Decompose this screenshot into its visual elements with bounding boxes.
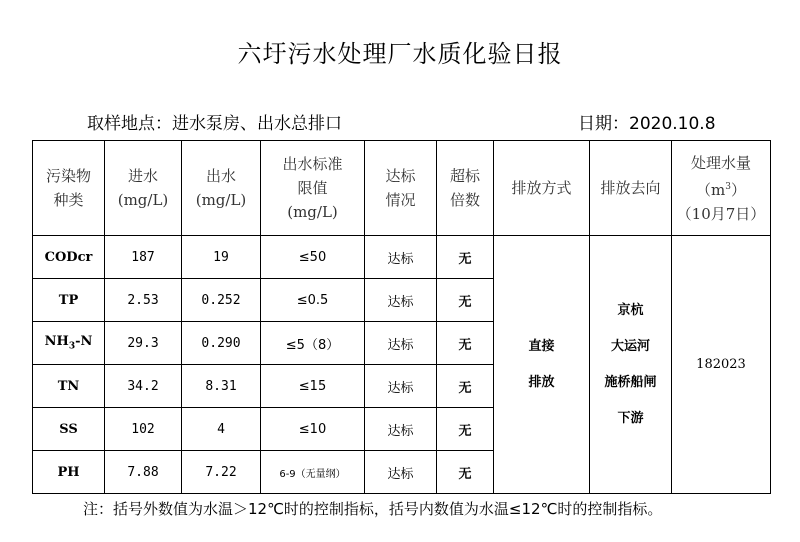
sampling-location: 取样地点：进水泵房、出水总排口: [87, 114, 342, 134]
outflow-value: 0.252: [182, 279, 261, 322]
exceed-multiple: 无: [437, 365, 494, 408]
header-exceed: [437, 141, 494, 236]
water-quality-table: [32, 140, 771, 494]
header-limit-line3: (mg/L): [287, 203, 338, 221]
header-compliance-line1: 达标: [385, 167, 416, 185]
discharge-method: [494, 236, 590, 494]
header-pollutant-line2: 种类: [53, 191, 84, 209]
compliance-status: 达标: [365, 451, 437, 494]
header-exceed-line2: 倍数: [449, 191, 480, 209]
pollutant-name: [33, 322, 105, 365]
pollutant-name-suffix: -N: [75, 334, 93, 350]
compliance-status: 达标: [365, 365, 437, 408]
pollutant-name: CODcr: [33, 236, 105, 279]
header-outflow: [182, 141, 261, 236]
inflow-value: 7.88: [105, 451, 182, 494]
inflow-value: 2.53: [105, 279, 182, 322]
header-compliance-line2: 情况: [385, 191, 416, 209]
header-inflow-line1: 进水: [127, 167, 158, 185]
discharge-dest-line2: 大运河: [610, 338, 650, 354]
pollutant-name: PH: [33, 451, 105, 494]
outflow-value: 7.22: [182, 451, 261, 494]
header-volume: [672, 141, 771, 236]
pollutant-name-base: NH: [44, 334, 69, 350]
discharge-dest-line1: 京杭: [617, 302, 644, 318]
discharge-method-line2: 排放: [528, 374, 555, 390]
header-pollutant: [33, 141, 105, 236]
pollutant-name-subscript: 3: [68, 341, 76, 352]
exceed-multiple: 无: [437, 236, 494, 279]
volume-unit-suffix: ）: [730, 180, 746, 199]
outflow-value: 0.290: [182, 322, 261, 365]
limit-value: 6-9（无量纲）: [261, 451, 365, 494]
exceed-multiple: 无: [437, 322, 494, 365]
inflow-value: 29.3: [105, 322, 182, 365]
pollutant-name: SS: [33, 408, 105, 451]
limit-value: ≤10: [261, 408, 365, 451]
header-outflow-line1: 出水: [205, 167, 236, 185]
header-limit: [261, 141, 365, 236]
exceed-multiple: 无: [437, 279, 494, 322]
compliance-status: 达标: [365, 236, 437, 279]
header-compliance: [365, 141, 437, 236]
header-volume-line1: 处理水量: [690, 153, 751, 172]
compliance-status: 达标: [365, 408, 437, 451]
treated-volume: 182023: [672, 236, 771, 494]
table-header-row: [33, 141, 771, 236]
limit-value: ≤0.5: [261, 279, 365, 322]
header-limit-line2: 限值: [297, 179, 328, 197]
limit-value: ≤15: [261, 365, 365, 408]
exceed-multiple: 无: [437, 408, 494, 451]
header-discharge-dest: 排放去向: [590, 141, 672, 236]
header-limit-line1: 出水标准: [282, 155, 343, 173]
header-exceed-line1: 超标: [449, 167, 480, 185]
outflow-value: 8.31: [182, 365, 261, 408]
discharge-dest-line3: 施桥船闸: [604, 374, 657, 390]
discharge-dest-line4: 下游: [617, 410, 644, 426]
discharge-method-line1: 直接: [528, 338, 555, 354]
header-inflow: [105, 141, 182, 236]
header-discharge-method: 排放方式: [494, 141, 590, 236]
outflow-value: 19: [182, 236, 261, 279]
table-row: [33, 236, 771, 279]
report-date: 日期：2020.10.8: [578, 114, 716, 134]
compliance-status: 达标: [365, 279, 437, 322]
header-outflow-line2: (mg/L): [195, 191, 247, 209]
volume-unit-exponent: 3: [725, 181, 731, 192]
header-inflow-line2: (mg/L): [117, 191, 169, 209]
volume-unit-prefix: （m: [696, 180, 726, 199]
inflow-value: 187: [105, 236, 182, 279]
report-title: 六圩污水处理厂水质化验日报: [237, 40, 563, 68]
outflow-value: 4: [182, 408, 261, 451]
footnote: 注：括号外数值为水温＞12℃时的控制指标，括号内数值为水温≤12℃时的控制指标。: [83, 500, 663, 518]
inflow-value: 34.2: [105, 365, 182, 408]
header-volume-date: （10月7日）: [676, 204, 766, 223]
limit-value: ≤5（8）: [261, 322, 365, 365]
pollutant-name: TN: [33, 365, 105, 408]
limit-value: ≤50: [261, 236, 365, 279]
inflow-value: 102: [105, 408, 182, 451]
pollutant-name: TP: [33, 279, 105, 322]
compliance-status: 达标: [365, 322, 437, 365]
discharge-destination: [590, 236, 672, 494]
header-pollutant-line1: 污染物: [45, 167, 91, 185]
header-volume-unit: [672, 175, 770, 202]
exceed-multiple: 无: [437, 451, 494, 494]
